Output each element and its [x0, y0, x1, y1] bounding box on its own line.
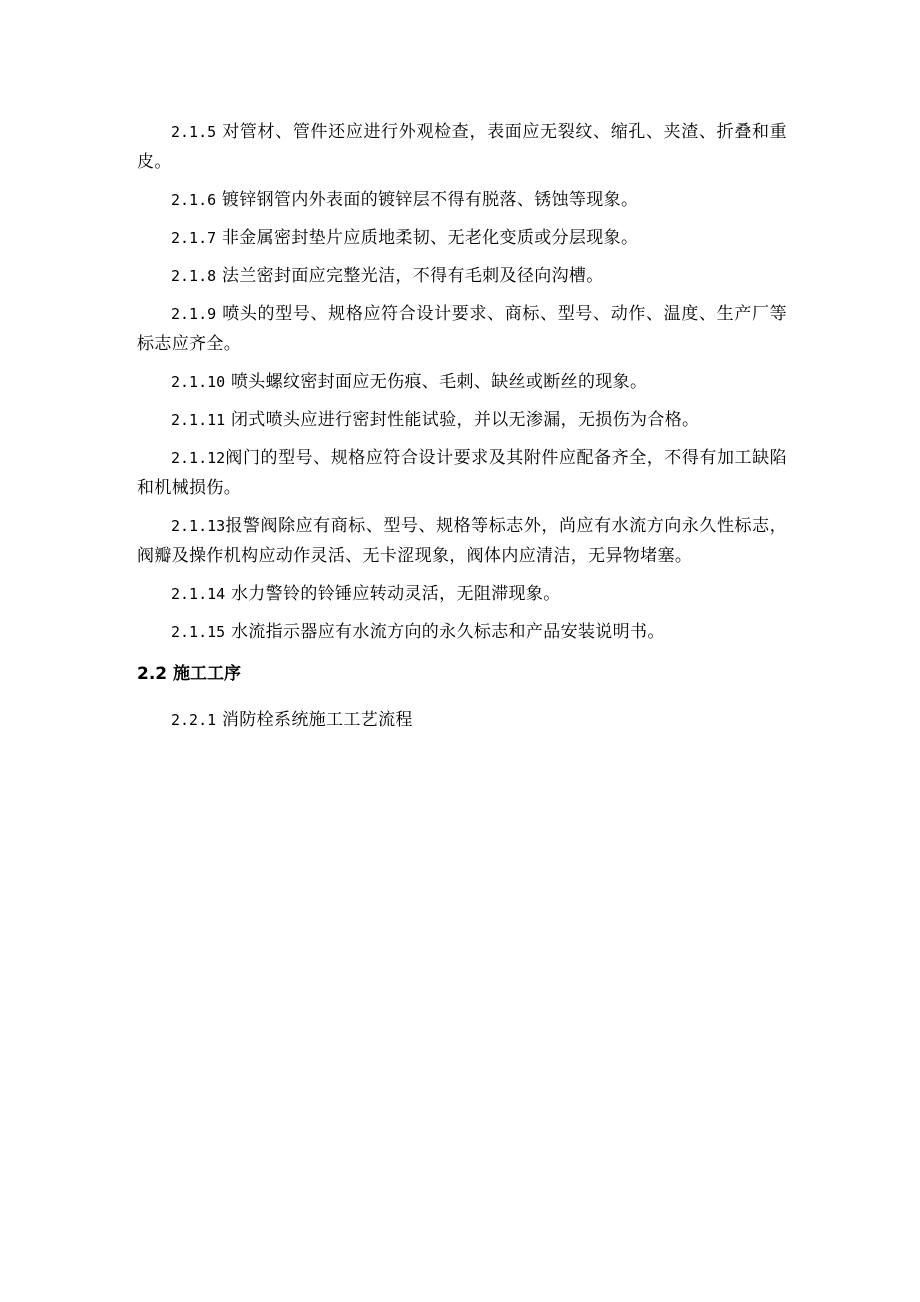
paragraph-2-1-8 — [137, 261, 787, 291]
clause-text: 非金属密封垫片应质地柔韧、无老化变质或分层现象。 — [221, 228, 639, 248]
clause-text: 闭式喷头应进行密封性能试验，并以无渗漏，无损伤为合格。 — [230, 410, 700, 430]
clause-text: 水流指示器应有水流方向的永久标志和产品安装说明书。 — [230, 622, 665, 642]
clause-number: 2.1.13 — [171, 517, 226, 535]
paragraph-2-1-15 — [137, 617, 787, 647]
section-heading: 2.2 施工工序 — [137, 664, 242, 684]
clause-number: 2.1.15 — [171, 623, 226, 641]
clause-text: 对管材、管件还应进行外观检查，表面应无裂纹、缩孔、夹渣、折叠和重皮。 — [137, 122, 787, 172]
clause-number: 2.1.10 — [171, 373, 226, 391]
clause-number: 2.1.11 — [171, 411, 226, 429]
clause-text: 法兰密封面应完整光洁，不得有毛刺及径向沟槽。 — [221, 266, 604, 286]
document-body — [137, 117, 787, 743]
clause-number: 2.1.5 — [171, 123, 217, 141]
paragraph-2-1-14 — [137, 579, 787, 609]
clause-text: 镀锌钢管内外表面的镀锌层不得有脱落、锈蚀等现象。 — [221, 190, 639, 210]
paragraph-2-1-13 — [137, 511, 787, 571]
clause-number: 2.1.14 — [171, 585, 226, 603]
clause-number: 2.2.1 — [171, 711, 217, 729]
paragraph-2-1-5 — [137, 117, 787, 177]
clause-number: 2.1.9 — [171, 305, 217, 323]
clause-text: 阀门的型号、规格应符合设计要求及其附件应配备齐全，不得有加工缺陷和机械损伤。 — [137, 448, 787, 498]
clause-number: 2.1.12 — [171, 449, 226, 467]
clause-text: 报警阀除应有商标、型号、规格等标志外，尚应有水流方向永久性标志，阀瓣及操作机构应动作灵活、无卡涩现象，阀体内应清洁，无异物堵塞。 — [137, 516, 787, 566]
paragraph-2-1-6 — [137, 185, 787, 215]
clause-number: 2.1.6 — [171, 191, 217, 209]
paragraph-2-1-9 — [137, 299, 787, 359]
paragraph-2-1-7 — [137, 223, 787, 253]
paragraph-2-1-12 — [137, 443, 787, 503]
clause-number: 2.1.8 — [171, 267, 217, 285]
clause-text: 水力警铃的铃锤应转动灵活，无阻滞现象。 — [230, 584, 561, 604]
clause-text: 消防栓系统施工工艺流程 — [221, 710, 413, 730]
clause-text: 喷头的型号、规格应符合设计要求、商标、型号、动作、温度、生产厂等标志应齐全。 — [137, 304, 787, 354]
clause-text: 喷头螺纹密封面应无伤痕、毛刺、缺丝或断丝的现象。 — [230, 372, 648, 392]
paragraph-2-2-1 — [137, 705, 787, 735]
clause-number: 2.1.7 — [171, 229, 217, 247]
paragraph-2-1-11 — [137, 405, 787, 435]
paragraph-2-1-10 — [137, 367, 787, 397]
